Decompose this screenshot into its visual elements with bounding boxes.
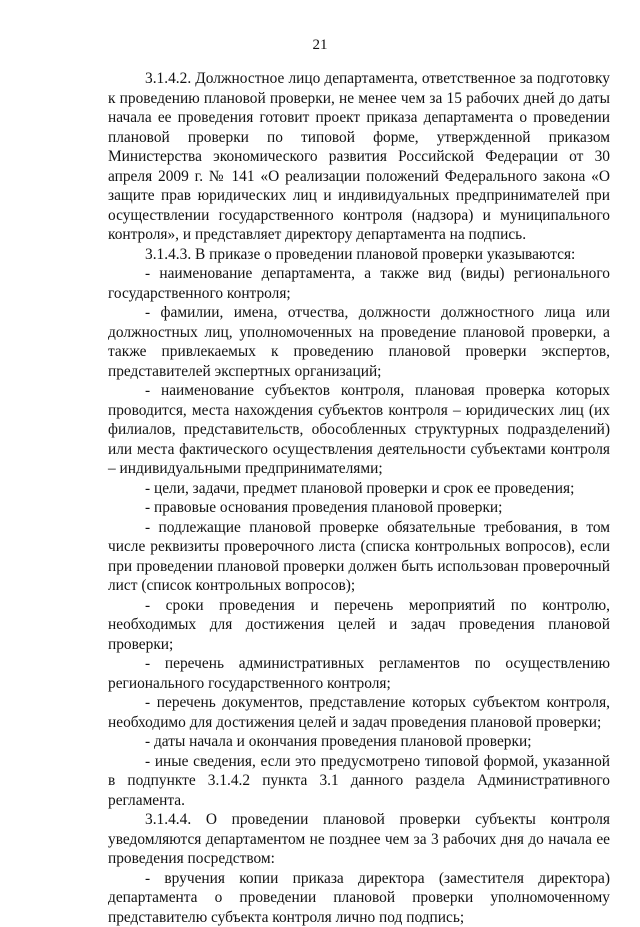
page-number: 21 <box>0 36 640 54</box>
list-item: - даты начала и окончания проведения плановой проверки; <box>108 732 610 752</box>
list-item: - наименование департамента, а также вид (виды) регионального государственного контроля; <box>108 264 610 303</box>
list-item: - правовые основания проведения плановой проверки; <box>108 498 610 518</box>
list-item: - фамилии, имена, отчества, должности должностного лица или должностных лиц, уполномоченных на проведение плановой проверки, а также привлекаемых к проведению плановой проверки экспертов, представителей экспертных организаций; <box>108 303 610 381</box>
paragraph-3-1-4-4: 3.1.4.4. О проведении плановой проверки субъекты контроля уведомляются департаментом не позднее чем за 3 рабочих дня до начала ее проведения посредством: <box>108 810 610 869</box>
list-item: - цели, задачи, предмет плановой проверки и срок ее проведения; <box>108 479 610 499</box>
paragraph-3-1-4-2: 3.1.4.2. Должностное лицо департамента, ответственное за подготовку к проведению плановой проверки, не менее чем за 15 рабочих дней до даты начала ее проведения готовит проект приказа департамента о проведении плановой проверки по типовой форме, утвержденной приказом Министерства экономического развития Российской Федерации от 30 апреля 2009 г. № 141 «О реализации положений Федерального закона «О защите прав юридических лиц и индивидуальных предпринимателей при осуществлении государственного контроля (надзора) и муниципального контроля», и представляет директору департамента на подпись. <box>108 69 610 245</box>
list-item: - подлежащие плановой проверке обязательные требования, в том числе реквизиты проверочного листа (списка контрольных вопросов), если при проведении плановой проверки должен быть использован проверочный лист (список контрольных вопросов); <box>108 518 610 596</box>
paragraph-3-1-4-3: 3.1.4.3. В приказе о проведении плановой проверки указываются: <box>108 245 610 265</box>
list-item: - наименование субъектов контроля, плановая проверка которых проводится, места нахождения субъектов контроля – юридических лиц (их филиалов, представительств, обособленных структурных подразделений) или места фактического осуществления деятельности субъектами контроля – индивидуальными предпринимателями; <box>108 381 610 479</box>
list-item: - перечень административных регламентов по осуществлению регионального государственного контроля; <box>108 654 610 693</box>
list-item: - перечень документов, представление которых субъектом контроля, необходимо для достижения целей и задач проведения плановой проверки; <box>108 693 610 732</box>
list-item: - иные сведения, если это предусмотрено типовой формой, указанной в подпункте 3.1.4.2 пункта 3.1 данного раздела Административного регламента. <box>108 752 610 811</box>
list-item: - сроки проведения и перечень мероприятий по контролю, необходимых для достижения целей и задач проведения плановой проверки; <box>108 596 610 655</box>
document-body <box>108 69 610 927</box>
list-item: - вручения копии приказа директора (заместителя директора) департамента о проведении плановой проверки уполномоченному представителю субъекта контроля лично под подпись; <box>108 869 610 927</box>
